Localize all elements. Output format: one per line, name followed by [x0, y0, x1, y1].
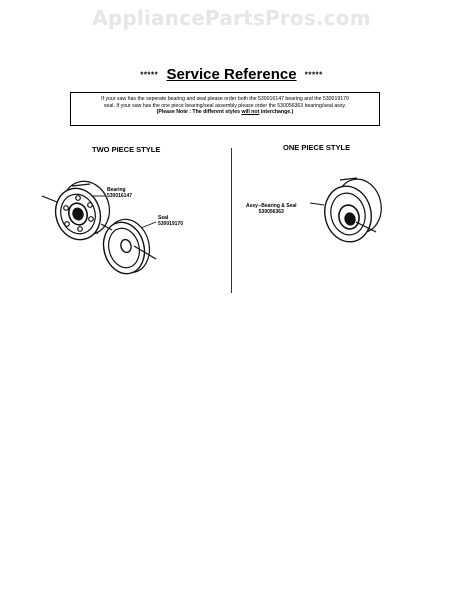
seal-name: Seal	[158, 215, 169, 221]
title-stars-left: *****	[140, 70, 159, 80]
title-stars-right: *****	[304, 70, 323, 80]
title-text: Service Reference	[166, 66, 297, 83]
bearing-name: Bearing	[107, 187, 126, 193]
bearing-part-number: 530016147	[107, 193, 133, 199]
assembly-part-number: 530056363	[258, 209, 284, 215]
note-line-3-underlined: will not	[241, 109, 260, 116]
assembly-drawing	[310, 175, 386, 246]
bearing-label	[107, 187, 132, 199]
note-line-3-suffix: interchange.)	[259, 109, 294, 116]
one-piece-heading: ONE PIECE STYLE	[283, 143, 351, 152]
note-line-3-prefix: (Please Note : The different styles	[156, 109, 242, 116]
assembly-name: Assy--Bearing & Seal	[246, 203, 297, 209]
two-piece-heading: TWO PIECE STYLE	[92, 145, 161, 154]
seal-label	[158, 215, 183, 227]
note-line-2: seal. If your saw has the one piece bearing/seal assembly please order the 530056363 bearing/seal assy.	[103, 102, 347, 109]
seal-part-number: 530019170	[158, 221, 184, 227]
note-line-1: If your saw has the seperate bearing and seal please order both the 530016147 bearing and the 530019170	[101, 96, 349, 102]
watermark-text: AppliancePartsPros.com	[92, 6, 371, 30]
seal-drawing	[98, 214, 156, 278]
assembly-label	[246, 203, 297, 215]
